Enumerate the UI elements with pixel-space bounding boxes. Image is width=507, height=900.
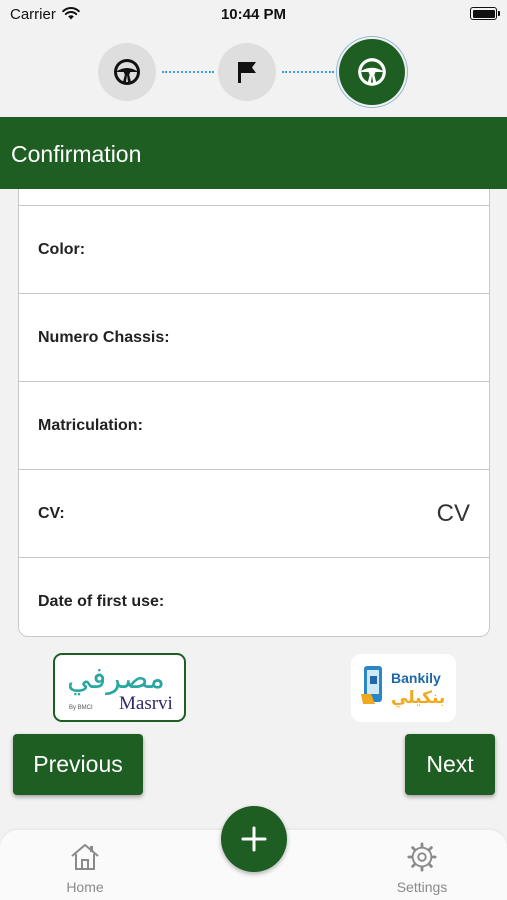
phone-icon: [361, 664, 387, 706]
page-header: [0, 117, 507, 189]
steering-wheel-icon: [112, 57, 142, 87]
step-confirmation[interactable]: [339, 39, 405, 105]
next-button[interactable]: Next: [405, 734, 495, 795]
home-icon: [69, 842, 101, 872]
battery-icon: [470, 7, 497, 20]
previous-button[interactable]: Previous: [13, 734, 143, 795]
bankily-logo-arabic: بنكيلي: [391, 688, 446, 708]
tab-home-label: Home: [66, 879, 104, 895]
detail-label: Numero Chassis:: [38, 329, 170, 346]
detail-row-first-use-date: [19, 558, 489, 637]
detail-label: Color:: [38, 241, 86, 258]
tab-settings[interactable]: [382, 842, 462, 895]
detail-row-cv: [19, 470, 489, 558]
masrvi-logo-arabic: مصرفي: [67, 661, 165, 696]
detail-label: Date of first use:: [38, 593, 165, 610]
add-button[interactable]: [221, 806, 287, 872]
detail-label: CV:: [38, 505, 65, 522]
flag-icon: [234, 59, 260, 85]
status-bar: [0, 0, 507, 30]
masrvi-payment-option[interactable]: [53, 653, 186, 722]
details-card[interactable]: [18, 189, 490, 637]
detail-label: Matriculation:: [38, 417, 143, 434]
detail-row-color: [19, 206, 489, 294]
card-row-partial: [19, 189, 489, 206]
page-title: Confirmation: [11, 141, 142, 167]
stepper-connector: [282, 71, 334, 73]
status-time: 10:44 PM: [220, 6, 287, 23]
step-destination[interactable]: [218, 43, 276, 101]
progress-stepper: [0, 36, 507, 110]
bankily-payment-option[interactable]: [351, 654, 456, 722]
bankily-logo-latin: Bankily: [391, 670, 441, 686]
stepper-connector: [162, 71, 214, 73]
steering-wheel-icon: [356, 56, 388, 88]
detail-row-chassis: [19, 294, 489, 382]
gear-icon: [406, 842, 438, 872]
detail-row-matriculation: [19, 382, 489, 470]
tab-settings-label: Settings: [396, 879, 448, 895]
plus-icon: [239, 824, 269, 854]
masrvi-logo-latin: Masrvi: [119, 693, 173, 714]
tab-home[interactable]: [45, 842, 125, 895]
detail-value: CV: [436, 500, 470, 527]
carrier-label: Carrier: [10, 6, 56, 23]
masrvi-logo-tagline: By BMCI: [69, 705, 93, 711]
step-vehicle[interactable]: [98, 43, 156, 101]
